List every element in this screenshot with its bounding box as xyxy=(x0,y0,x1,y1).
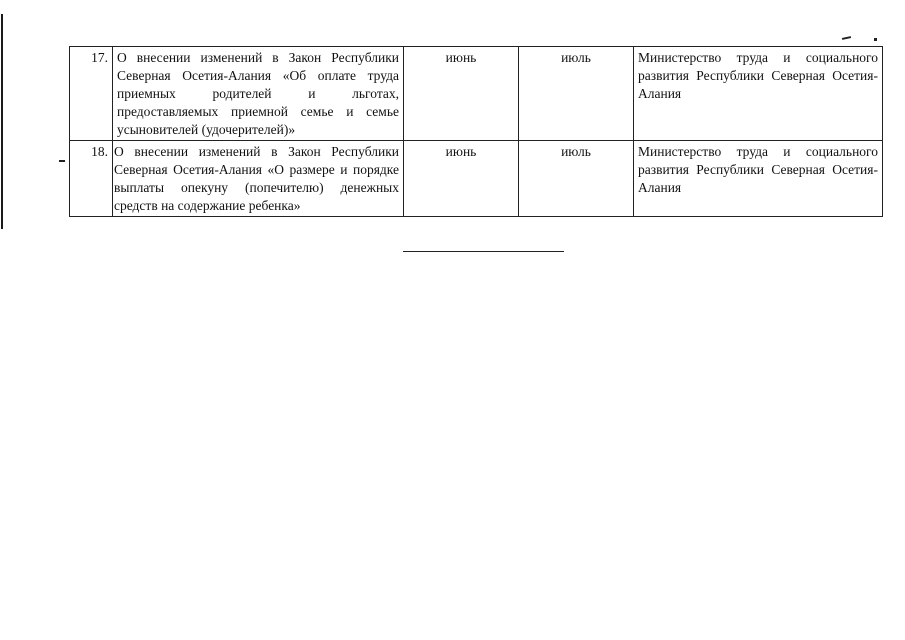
row-number: 17. xyxy=(70,47,113,141)
bill-title: О внесении изменений в Закон Республики Северная Осетия-Алания «О размере и порядке выплаты опекуну (попечителю) денежных средств на содержание ребенка» xyxy=(113,141,404,217)
responsible-body: Министерство труда и социального развития Республики Северная Осетия-Алания xyxy=(634,47,883,141)
table-row xyxy=(70,141,883,217)
bill-title: О внесении изменений в Закон Республики Северная Осетия-Алания «Об оплате труда приемных родителей и льготах, предоставляемых приемной семье и семье усыновителей (удочерителей)» xyxy=(113,47,404,141)
scan-speck xyxy=(874,38,877,41)
responsible-body: Министерство труда и социального развития Республики Северная Осетия-Алания xyxy=(634,141,883,217)
table-row xyxy=(70,47,883,141)
scan-speck xyxy=(842,36,851,40)
submission-month: июль xyxy=(519,141,634,217)
legislation-plan-table xyxy=(69,46,883,217)
development-month: июнь xyxy=(404,141,519,217)
scan-speck xyxy=(59,160,65,162)
development-month: июнь xyxy=(404,47,519,141)
row-number: 18. xyxy=(70,141,113,217)
scan-edge-line xyxy=(1,14,3,229)
submission-month: июль xyxy=(519,47,634,141)
closing-rule xyxy=(403,251,564,252)
